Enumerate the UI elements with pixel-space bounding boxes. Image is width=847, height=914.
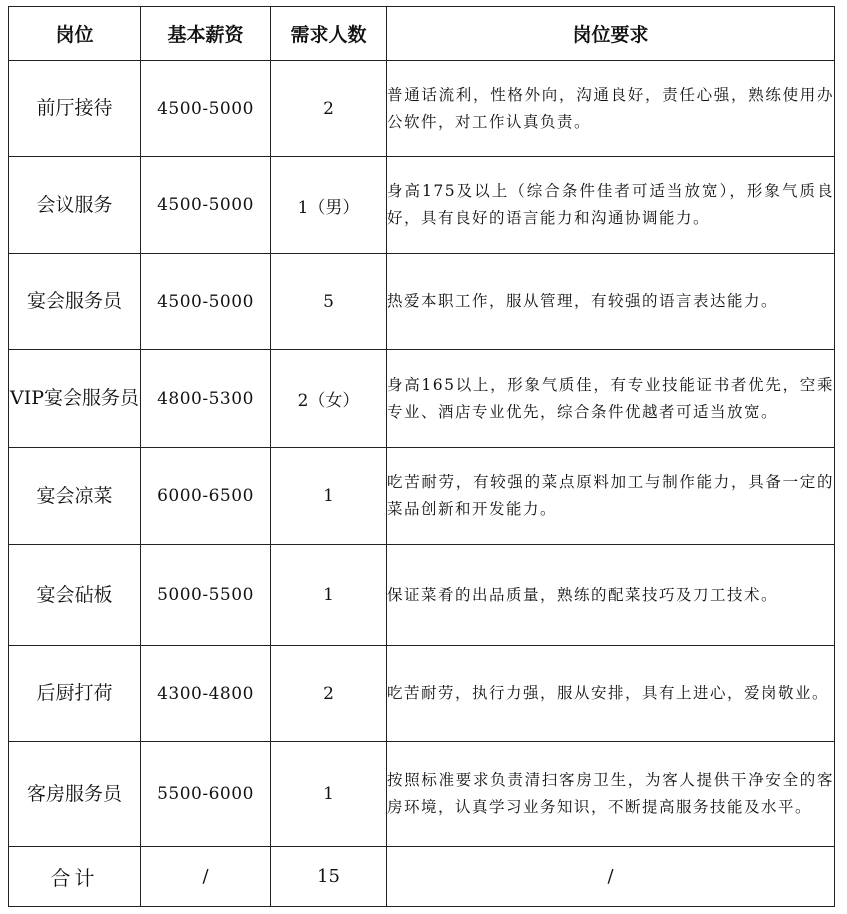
total-requirements: / [387, 847, 835, 907]
requirements-cell: 普通话流利，性格外向，沟通良好，责任心强，熟练使用办公软件，对工作认真负责。 [387, 61, 835, 157]
salary-cell: 5500-6000 [141, 742, 271, 847]
job-table [8, 6, 835, 907]
table-row [9, 545, 835, 646]
position-cell: 宴会凉菜 [9, 448, 141, 545]
salary-cell: 6000-6500 [141, 448, 271, 545]
headcount-cell: 2 [271, 646, 387, 742]
requirements-cell: 热爱本职工作，服从管理，有较强的语言表达能力。 [387, 254, 835, 350]
table-row [9, 742, 835, 847]
requirements-cell: 身高175及以上（综合条件佳者可适当放宽），形象气质良好，具有良好的语言能力和沟通协调能力。 [387, 157, 835, 254]
position-cell: VIP宴会服务员 [9, 350, 141, 448]
requirements-cell: 吃苦耐劳，有较强的菜点原料加工与制作能力，具备一定的菜品创新和开发能力。 [387, 448, 835, 545]
table-row [9, 350, 835, 448]
requirements-cell: 身高165以上，形象气质佳，有专业技能证书者优先，空乘专业、酒店专业优先，综合条件优越者可适当放宽。 [387, 350, 835, 448]
header-row [9, 7, 835, 61]
requirements-cell: 按照标准要求负责清扫客房卫生，为客人提供干净安全的客房环境，认真学习业务知识，不断提高服务技能及水平。 [387, 742, 835, 847]
total-salary: / [141, 847, 271, 907]
position-cell: 客房服务员 [9, 742, 141, 847]
position-cell: 宴会服务员 [9, 254, 141, 350]
position-cell: 前厅接待 [9, 61, 141, 157]
headcount-cell: 1 [271, 545, 387, 646]
header-requirements: 岗位要求 [387, 7, 835, 61]
table-row [9, 61, 835, 157]
salary-cell: 5000-5500 [141, 545, 271, 646]
total-headcount: 15 [271, 847, 387, 907]
salary-cell: 4500-5000 [141, 61, 271, 157]
position-cell: 会议服务 [9, 157, 141, 254]
salary-cell: 4500-5000 [141, 254, 271, 350]
headcount-cell: 2 [271, 61, 387, 157]
salary-cell: 4500-5000 [141, 157, 271, 254]
headcount-cell: 1（男） [271, 157, 387, 254]
header-position: 岗位 [9, 7, 141, 61]
headcount-cell: 5 [271, 254, 387, 350]
headcount-cell: 2（女） [271, 350, 387, 448]
headcount-cell: 1 [271, 448, 387, 545]
salary-cell: 4300-4800 [141, 646, 271, 742]
position-cell: 宴会砧板 [9, 545, 141, 646]
requirements-cell: 保证菜肴的出品质量，熟练的配菜技巧及刀工技术。 [387, 545, 835, 646]
header-salary: 基本薪资 [141, 7, 271, 61]
position-cell: 后厨打荷 [9, 646, 141, 742]
table-row [9, 448, 835, 545]
total-label: 合计 [9, 847, 141, 907]
header-headcount: 需求人数 [271, 7, 387, 61]
table-row [9, 157, 835, 254]
table-row [9, 646, 835, 742]
headcount-cell: 1 [271, 742, 387, 847]
requirements-cell: 吃苦耐劳，执行力强，服从安排，具有上进心，爱岗敬业。 [387, 646, 835, 742]
total-row [9, 847, 835, 907]
table-row [9, 254, 835, 350]
salary-cell: 4800-5300 [141, 350, 271, 448]
